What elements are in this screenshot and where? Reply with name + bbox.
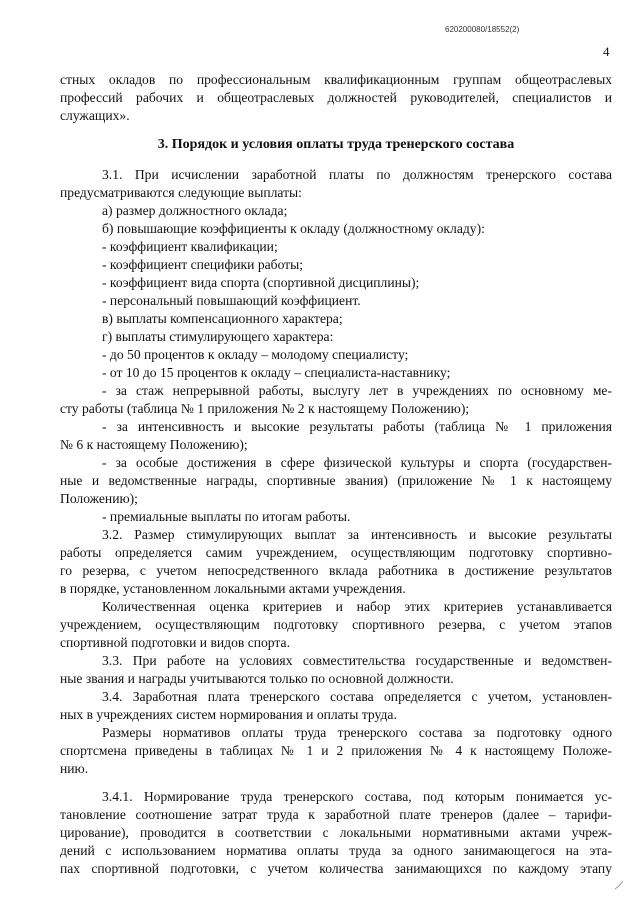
text-line: тановление соотношение затрат труда к заработной плате тренеров (далее – тарифи-: [60, 807, 612, 822]
text-line: работы определяется самим учреждением, осуществляющим подготовку спортивно-: [60, 545, 612, 560]
text-line: в порядке, установленном локальными актами учреждения.: [60, 581, 406, 596]
document-id: 620200080/18552(2): [445, 25, 520, 34]
text-line: - премиальные выплаты по итогам работы.: [102, 509, 351, 524]
text-line: стных окладов по профессиональным квалификационным группам общеотраслевых: [60, 72, 612, 87]
text-line: 3.2. Размер стимулирующих выплат за интенсивность и высокие результаты: [102, 527, 612, 542]
text-line: 3.3. При работе на условиях совместительства государственные и ведомствен-: [102, 653, 612, 668]
text-line: го резерва, с учетом непосредственного вклада работника в достижение результатов: [60, 563, 612, 578]
text-line: Размеры нормативов оплаты труда тренерского состава за подготовку одного: [102, 725, 612, 740]
text-line: - персональный повышающий коэффициент.: [102, 293, 361, 308]
text-line: Положению);: [60, 491, 138, 506]
text-line: цирование), проводится в соответствии с локальными нормативными актами учреж-: [60, 825, 612, 840]
text-line: сту работы (таблица № 1 приложения № 2 к настоящему Положению);: [60, 401, 470, 416]
text-line: служащих».: [60, 108, 130, 123]
text-line: г) выплаты стимулирующего характера:: [102, 329, 334, 344]
text-line: а) размер должностного оклада;: [102, 203, 288, 218]
text-line: дений с использованием норматива оплаты труда за одного занимающегося на эта-: [60, 843, 612, 858]
text-line: - за интенсивность и высокие результаты работы (таблица № 1 приложения: [102, 419, 612, 434]
text-line: нию.: [60, 761, 89, 776]
text-line: в) выплаты компенсационного характера;: [102, 311, 343, 326]
text-line: ных в учреждениях систем нормирования и оплаты труда.: [60, 707, 397, 722]
text-line: б) повышающие коэффициенты к окладу (должностному окладу):: [102, 221, 485, 236]
text-line: профессий рабочих и общеотраслевых должностей руководителей, специалистов и: [60, 90, 612, 105]
text-line: - за особые достижения в сфере физической культуры и спорта (государствен-: [102, 455, 612, 470]
text-line: спортсмена приведены в таблицах № 1 и 2 приложения № 4 к настоящему Положе-: [60, 743, 612, 758]
text-line: пах спортивной подготовки, с учетом количества занимающихся по каждому этапу: [60, 861, 612, 876]
text-line: Количественная оценка критериев и набор этих критериев устанавливается: [102, 599, 612, 614]
text-line: - коэффициент специфики работы;: [102, 257, 304, 272]
text-line: спортивной подготовки и видов спорта.: [60, 635, 290, 650]
text-line: - коэффициент вида спорта (спортивной дисциплины);: [102, 275, 420, 290]
text-line: № 6 к настоящему Положению);: [60, 437, 248, 452]
text-line: ные и ведомственные награды, спортивные звания) (приложение № 1 к настоящему: [60, 473, 612, 488]
text-line: - коэффициент квалификации;: [102, 239, 278, 254]
page-number: 4: [603, 44, 610, 59]
text-line: 3.1. При исчислении заработной платы по должностям тренерского состава: [102, 167, 612, 182]
section-heading: 3. Порядок и условия оплаты труда тренерского состава: [157, 137, 515, 152]
text-line: ные звания и награды учитываются только по основной должности.: [60, 671, 454, 686]
text-line: - за стаж непрерывной работы, выслугу лет в учреждениях по основному ме-: [102, 383, 612, 398]
corner-mark: [614, 880, 624, 890]
text-line: 3.4. Заработная плата тренерского состава определяется с учетом, установлен-: [102, 689, 612, 704]
text-line: 3.4.1. Нормирование труда тренерского состава, под которым понимается ус-: [102, 789, 612, 804]
text-line: учреждением, осуществляющим подготовку спортивного резерва, с учетом этапов: [60, 617, 612, 632]
text-line: - от 10 до 15 процентов к окладу – специалиста-наставнику;: [102, 365, 451, 380]
text-line: - до 50 процентов к окладу – молодому специалисту;: [102, 347, 409, 362]
text-line: предусматриваются следующие выплаты:: [60, 185, 302, 200]
